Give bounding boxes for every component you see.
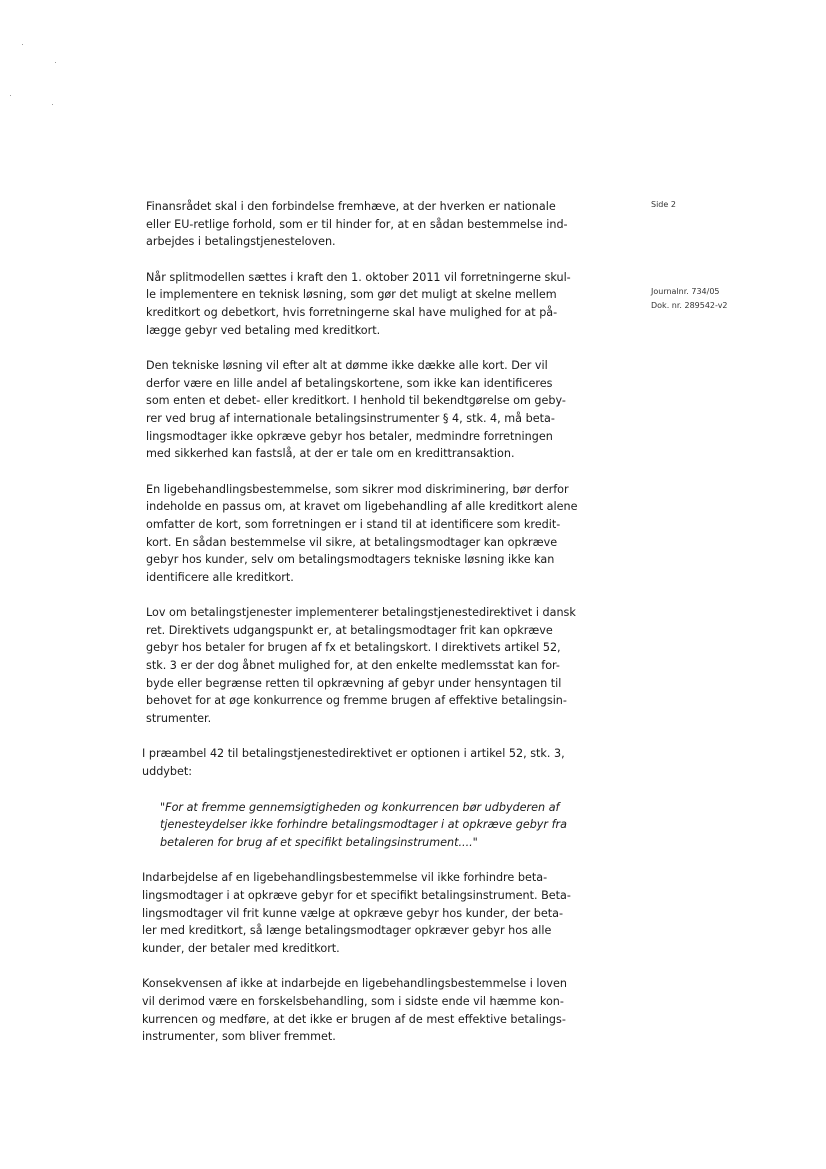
text-line: Konsekvensen af ikke at indarbejde en ligebehandlingsbestemmelse i loven [142,977,567,991]
text-line: lingsmodtager ikke opkræve gebyr hos betaler, medmindre forretningen [146,429,553,443]
scan-speck [22,44,23,45]
paragraph [146,604,612,727]
paragraph [146,198,612,251]
quote-line: tjenesteydelser ikke forhindre betalingsmodtager i at opkræve gebyr fra [160,818,567,832]
text-line: arbejdes i betalingstjenesteloven. [146,235,336,249]
block-quote [160,799,612,852]
text-line: som enten et debet- eller kreditkort. I henhold til bekendtgørelse om geby- [146,394,566,408]
document-number: Dok. nr. 289542-v2 [651,301,728,310]
text-line: med sikkerhed kan fastslå, at der er tale om en kredittransaktion. [146,447,515,461]
text-line: le implementere en teknisk løsning, som gør det muligt at skelne mellem [146,288,557,302]
text-line: identificere alle kreditkort. [146,570,294,584]
text-line: ler med kreditkort, så længe betalingsmodtager opkræver gebyr hos alle [142,924,552,938]
paragraph [146,357,612,463]
text-line: I præambel 42 til betalingstjenestedirektivet er optionen i artikel 52, stk. 3, [142,747,565,761]
paragraph [142,745,612,780]
text-line: Lov om betalingstjenester implementerer betalingstjenestedirektivet i dansk [146,606,576,620]
text-line: lingsmodtager i at opkræve gebyr for et specifikt betalingsinstrument. Beta- [142,889,571,902]
text-line: lægge gebyr ved betaling med kreditkort. [146,323,381,337]
quote-line: betaleren for brug af et specifikt betalingsinstrument...." [160,835,478,849]
text-line: omfatter de kort, som forretningen er i stand til at identificere som kredit- [146,517,561,531]
text-line: derfor være en lille andel af betalingskortene, som ikke kan identificeres [146,376,553,390]
text-line: Finansrådet skal i den forbindelse fremhæve, at der hverken er nationale [146,200,556,213]
text-line: rer ved brug af internationale betalingsinstrumenter § 4, stk. 4, må beta- [146,411,555,425]
text-line: kreditkort og debetkort, hvis forretningerne skal have mulighed for at på- [146,305,558,319]
scan-speck [55,62,56,63]
paragraph [146,269,612,339]
text-line: gebyr hos betaler for brugen af fx et betalingskort. I direktivets artikel 52, [146,641,561,655]
journal-number: Journalnr. 734/05 [651,287,720,296]
text-line: indeholde en passus om, at kravet om ligebehandling af alle kreditkort alene [146,500,578,514]
text-line: eller EU-retlige forhold, som er til hinder for, at en sådan bestemmelse ind- [146,217,568,231]
text-line: gebyr hos kunder, selv om betalingsmodtagers tekniske løsning ikke kan [146,553,555,567]
letter-body [142,198,612,1064]
document-reference [651,285,728,313]
paragraph [142,975,612,1045]
paragraph [146,481,612,587]
quote-line: "For at fremme gennemsigtigheden og konkurrencen bør udbyderen af [160,800,560,814]
text-line: uddybet: [142,765,193,779]
text-line: Den tekniske løsning vil efter alt at dømme ikke dække alle kort. Der vil [146,359,548,373]
text-line: byde eller begrænse retten til opkrævning af gebyr under hensyntagen til [146,676,562,690]
text-line: kunder, der betaler med kreditkort. [142,941,340,955]
text-line: stk. 3 er der dog åbnet mulighed for, at den enkelte medlemsstat kan for- [146,659,560,673]
text-line: En ligebehandlingsbestemmelse, som sikrer mod diskriminering, bør derfor [146,482,569,496]
paragraph [142,869,612,957]
text-line: strumenter. [146,711,212,725]
text-line: kort. En sådan bestemmelse vil sikre, at betalingsmodtager kan opkræve [146,535,558,549]
text-line: ret. Direktivets udgangspunkt er, at betalingsmodtager frit kan opkræve [146,623,553,637]
page-number [651,198,676,212]
text-line: Indarbejdelse af en ligebehandlingsbestemmelse vil ikke forhindre beta- [142,871,548,885]
page-label: Side 2 [651,200,676,209]
text-line: vil derimod være en forskelsbehandling, som i sidste ende vil hæmme kon- [142,994,564,1008]
text-line: kurrencen og medføre, at det ikke er brugen af de mest effektive betalings- [142,1012,566,1026]
text-line: behovet for at øge konkurrence og fremme brugen af effektive betalingsin- [146,694,567,708]
scan-speck [10,95,11,96]
text-line: lingsmodtager vil frit kunne vælge at opkræve gebyr hos kunder, der beta- [142,906,564,920]
scan-speck [52,104,53,105]
text-line: instrumenter, som bliver fremmet. [142,1030,336,1044]
text-line: Når splitmodellen sættes i kraft den 1. oktober 2011 vil forretningerne skul- [146,270,571,284]
